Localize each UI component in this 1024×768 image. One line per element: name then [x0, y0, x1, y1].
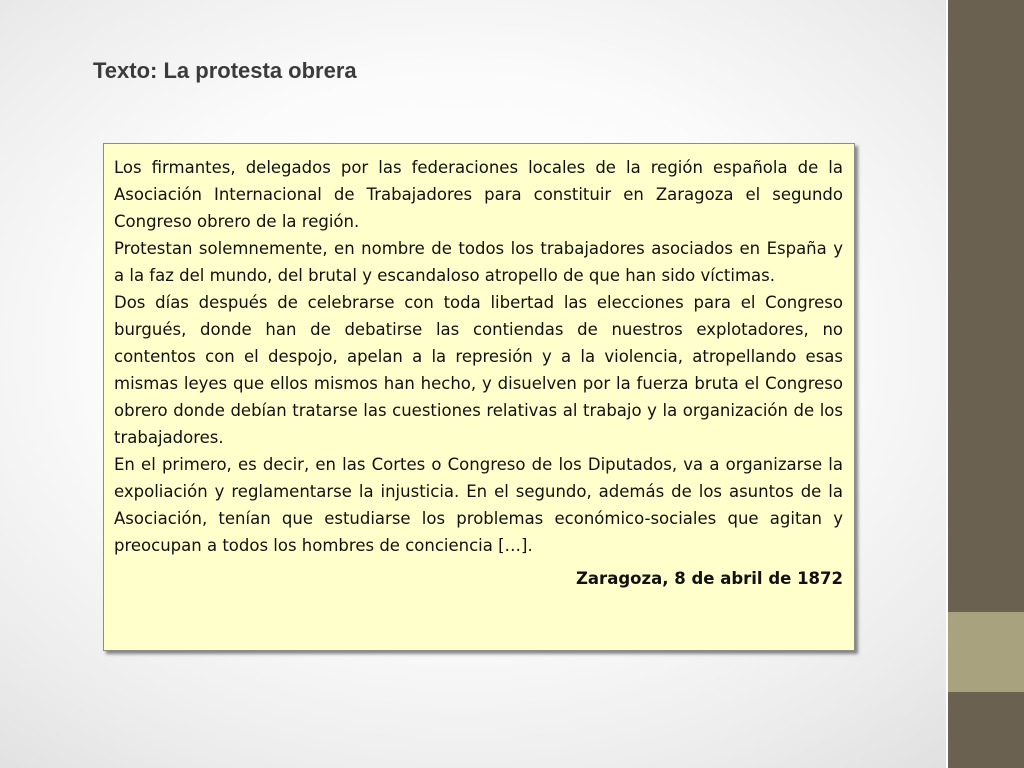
signature-date: Zaragoza, 8 de abril de 1872 — [575, 569, 843, 588]
sidebar-band-bottom — [948, 692, 1024, 768]
text-paragraph: En el primero, es decir, en las Cortes o Congreso de los Diputados, va a organizarse la expoliación y reglamentarse la injusticia. En el segundo, además de los asuntos de la Asociación, tenían que estudiarse los problemas económico-sociales que agitan y preocupan a todos los hombres de conciencia […]. — [114, 455, 843, 555]
sidebar-divider — [946, 0, 948, 768]
text-paragraph: Los firmantes, delegados por las federaciones locales de la región española de la Asociación Internacional de Trabajadores para constituir en Zaragoza el segundo Congreso obrero de la región. — [114, 158, 843, 231]
slide-title: Texto: La protesta obrera — [93, 58, 357, 83]
sidebar-band-accent — [948, 612, 1024, 692]
sidebar-band-top — [948, 0, 1024, 612]
quoted-text-box — [103, 143, 855, 651]
text-paragraph: Protestan solemnemente, en nombre de todos los trabajadores asociados en España y a la faz del mundo, del brutal y escandaloso atropello de que han sido víctimas. — [114, 239, 843, 285]
text-paragraph: Dos días después de celebrarse con toda libertad las elecciones para el Congreso burgués, donde han de debatirse las contiendas de nuestros explotadores, no contentos con el despojo, apelan a la represión y a la violencia, atropellando esas mismas leyes que ellos mismos han hecho, y disuelven por la fuerza bruta el Congreso obrero donde debían tratarse las cuestiones relativas al trabajo y la organización de los trabajadores. — [114, 293, 843, 447]
